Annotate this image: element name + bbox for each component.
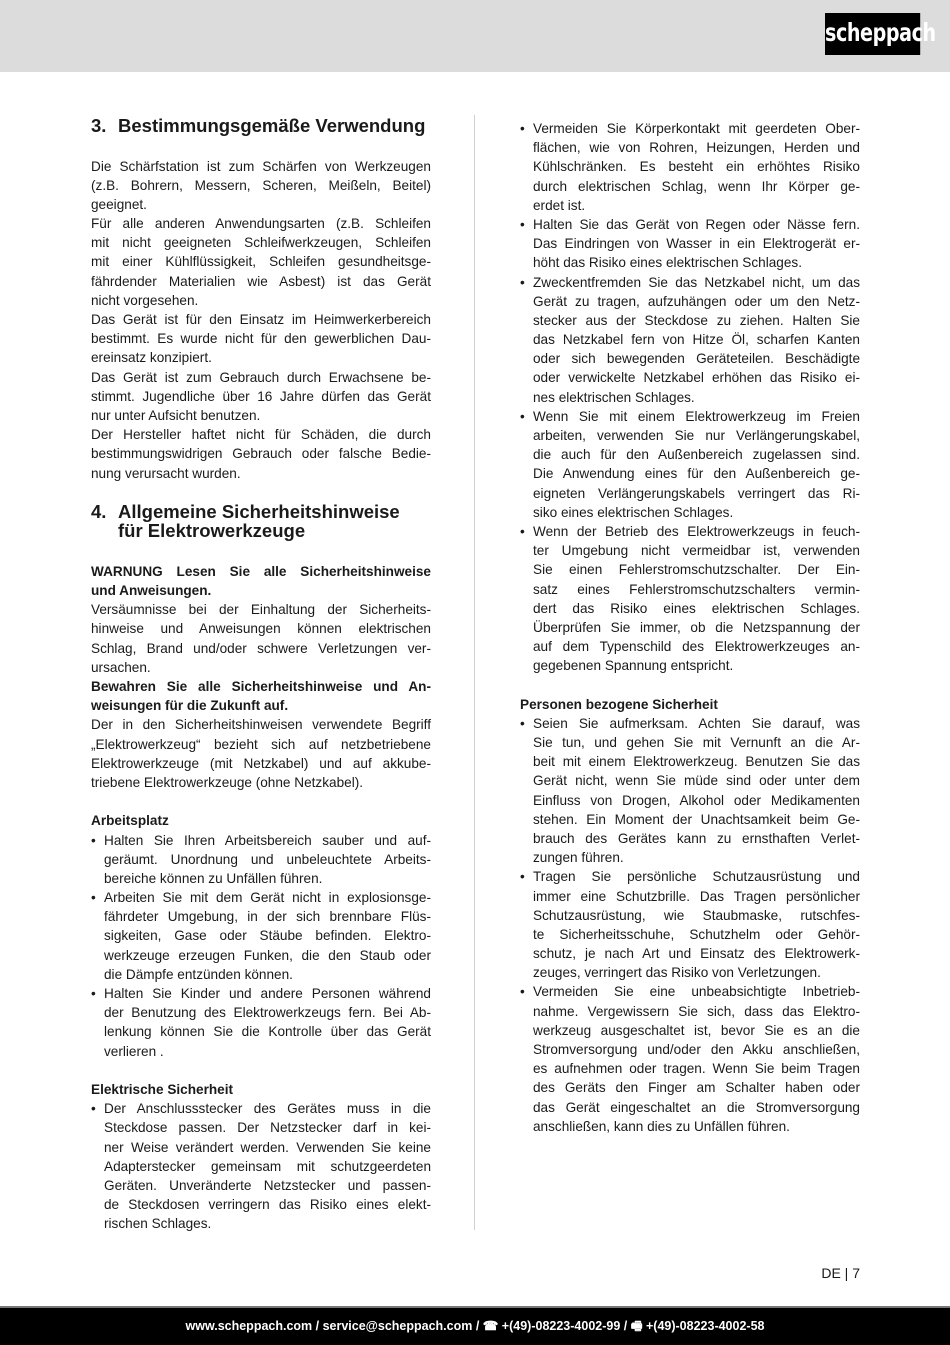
text-line: lenkung können Sie die Kontrolle über das Gerät	[104, 1024, 431, 1040]
text-line: des Geräts den Finger am Schalter haben oder	[533, 1080, 860, 1096]
bullet-icon: •	[91, 832, 96, 848]
text-line: Einfluss von Drogen, Alkohol oder Medikamenten	[533, 792, 860, 808]
text-line: bereiche können zu Unfällen führen.	[104, 870, 323, 886]
bullet-icon: •	[520, 408, 525, 424]
bullet-item	[91, 888, 431, 984]
text-line: immer eine Schutzbrille. Das Tragen persönlicher	[533, 888, 860, 904]
text-line: Die Anwendung eines für den Außenbereich ge-	[533, 466, 860, 482]
bullet-icon: •	[520, 523, 525, 539]
bullet-item	[520, 215, 860, 273]
text-line: Personen bezogene Sicherheit	[520, 696, 718, 712]
text-line: geeignet.	[91, 196, 147, 212]
text-line: auf dem Typenschild des Elektrowerkzeuges an-	[533, 639, 860, 655]
text-line: Vermeiden Sie eine unbeabsichtigte Inbetrieb-	[533, 984, 860, 1000]
text-line: Halten Sie Kinder und andere Personen während	[104, 986, 431, 1001]
text-line: bestimmungswidrigen Gebrauch oder falsche Bedie-	[91, 446, 431, 462]
text-line: schutz, je nach Art und Einsatz des Elektrowerk-	[533, 946, 860, 962]
bold-paragraph	[91, 811, 431, 830]
heading-line: für Elektrowerkzeuge	[118, 520, 306, 542]
text-line: fährdender Materialien wie Asbest) ist das Gerät	[91, 273, 431, 289]
text-line: flächen, wie von Rohren, Heizungen, Herden und	[533, 140, 860, 156]
text-line: brauch des Gerätes kann zu ernsthaften Verlet-	[533, 830, 860, 846]
text-line: Tragen Sie persönliche Schutzausrüstung und	[533, 869, 860, 885]
spacer	[91, 483, 431, 502]
text-line: arbeiten, verwenden Sie nur Verlängerungskabel,	[533, 428, 860, 443]
text-line: ner Weise verändert werden. Verwenden Sie keine	[104, 1139, 431, 1155]
left-column	[91, 116, 431, 1233]
paragraph	[91, 425, 431, 483]
text-line: mit einer Kühlflüssigkeit, Schleifen gesundheitsge-	[91, 254, 431, 270]
text-line: durch elektrischen Schlag, wenn Ihr Körper ge-	[533, 178, 860, 194]
text-line: Elektrowerkzeuge (mit Netzkabel) und auf akkube-	[91, 755, 431, 771]
text-line: anschließen, kann dies zu Unfällen führen.	[533, 1118, 790, 1134]
footer-contact: www.scheppach.com / service@scheppach.com / ☎ +(49)-08223-4002-99 / 🖷 +(49)-08223-4002-58	[0, 1306, 950, 1345]
text-line: die auch für den Außenbereich zugelassen sind.	[533, 447, 860, 463]
text-line: nur unter Aufsicht benutzen.	[91, 407, 261, 423]
paragraph	[91, 310, 431, 368]
text-line: Das Gerät ist zum Gebrauch durch Erwachsene be-	[91, 369, 431, 385]
text-line: rischen Schlages.	[104, 1216, 212, 1232]
text-line: erdet ist.	[533, 197, 586, 213]
text-line: de Steckdosen verringern das Risiko eines elekt-	[104, 1197, 431, 1213]
text-line: beit mit einem Elektrowerkzeug. Benutzen Sie das	[533, 754, 860, 770]
text-line: sigkeiten, Gase oder Stäube befinden. Elektro-	[104, 928, 431, 944]
text-line: Zweckentfremden Sie das Netzkabel nicht, um das	[533, 274, 860, 290]
section-number: 3.	[91, 115, 107, 136]
text-line: ter Umgebung nicht vermeidbar ist, verwenden	[533, 543, 860, 559]
text-line: siko eines elektrischen Schlages.	[533, 504, 734, 520]
text-line: stecker aus der Steckdose zu ziehen. Halten Sie	[533, 312, 860, 328]
text-line: Schlag, Brand und/oder schwere Verletzungen ver-	[91, 640, 431, 656]
text-line: WARNUNG Lesen Sie alle Sicherheitshinweise	[91, 563, 431, 579]
bullet-item	[91, 984, 431, 1061]
bullet-icon: •	[520, 121, 525, 136]
text-line: hinweise und Anweisungen können elektrischen	[91, 621, 431, 637]
text-line: geräumt. Unordnung und unbeleuchtete Arbeits-	[104, 851, 431, 867]
text-line: eigneten Verlängerungskabels verringert das Ri-	[533, 485, 860, 501]
header-bar	[0, 0, 950, 72]
text-line: Halten Sie Ihren Arbeitsbereich sauber und auf-	[104, 832, 431, 848]
text-line: stimmt. Jugendliche über 16 Jahre dürfen das Gerät	[91, 388, 431, 404]
bullet-item	[520, 982, 860, 1136]
text-line: weisungen für die Zukunft auf.	[91, 698, 289, 714]
text-line: (z.B. Bohrern, Messern, Scheren, Meißeln, Beitel)	[91, 177, 431, 193]
text-line: verlieren .	[104, 1043, 164, 1059]
bullet-icon: •	[91, 1101, 96, 1117]
text-line: ereinsatz konzipiert.	[91, 350, 212, 366]
text-line: Sie tun, und gehen Sie mit Vernunft an die Ar-	[533, 735, 860, 750]
text-line: Der in den Sicherheitshinweisen verwendete Begriff	[91, 717, 431, 733]
bold-paragraph	[520, 695, 860, 714]
text-line: Elektrische Sicherheit	[91, 1081, 234, 1097]
bold-paragraph	[91, 562, 431, 600]
text-line: Der Hersteller haftet nicht für Schäden, die durch	[91, 427, 431, 443]
text-line: Das Gerät ist für den Einsatz im Heimwerkerbereich	[91, 312, 431, 327]
text-line: das Gerät eingeschaltet an die Stromversorgung	[533, 1099, 860, 1115]
text-line: nahme. Vergewissern Sie sich, dass das Elektro-	[533, 1003, 860, 1019]
spacer	[520, 675, 860, 694]
heading-line: Bestimmungsgemäße Verwendung	[118, 115, 426, 136]
text-line: zungen führen.	[533, 850, 624, 866]
text-line: höht das Risiko eines elektrischen Schlages.	[533, 255, 803, 271]
text-line: Das Eindringen von Wasser in ein Elektrogerät er-	[533, 236, 860, 252]
bullet-item	[520, 522, 860, 676]
text-line: es aufnehmen oder tragen. Wenn Sie beim Tragen	[533, 1061, 860, 1077]
bullet-item	[520, 273, 860, 407]
paragraph	[91, 368, 431, 426]
text-line: Bewahren Sie alle Sicherheitshinweise und An-	[91, 679, 431, 694]
text-line: Die Schärfstation ist zum Schärfen von Werkzeugen	[91, 158, 431, 174]
paragraph	[91, 715, 431, 792]
spacer	[91, 792, 431, 811]
bullet-icon: •	[520, 869, 525, 885]
text-line: bestimmt. Es wurde nicht für den gewerblichen Dau-	[91, 331, 431, 347]
text-line: Kühlschränken. Es besteht ein erhöhtes Risiko	[533, 159, 860, 175]
page-number: DE | 7	[821, 1265, 860, 1281]
text-line: Arbeitsplatz	[91, 813, 169, 829]
text-line: nes elektrischen Schlages.	[533, 389, 695, 405]
text-line: zeuges, verringert das Risiko von Verletzungen.	[533, 965, 821, 981]
column-divider	[474, 115, 475, 1230]
text-line: Vermeiden Sie Körperkontakt mit geerdeten Ober-	[533, 121, 860, 136]
paragraph	[91, 157, 431, 215]
bullet-icon: •	[520, 984, 525, 1000]
text-line: Adapterstecker gemeinsam mit schutzgeerdeten	[104, 1158, 431, 1174]
text-line: oder verwickelte Netzkabel erhöhen das Risiko ei-	[533, 370, 860, 386]
text-line: Steckdose passen. Der Netzstecker darf in kei-	[104, 1120, 431, 1136]
text-line: Stromversorgung und/oder den Akku anschließen,	[533, 1042, 860, 1057]
section-number: 4.	[91, 500, 107, 522]
bullet-item	[520, 119, 860, 215]
bullet-icon: •	[520, 216, 525, 232]
spacer	[91, 1061, 431, 1080]
text-line: Wenn der Betrieb des Elektrowerkzeugs in feuch-	[533, 523, 860, 539]
scheppach-logo: scheppach	[825, 13, 920, 55]
text-line: dert das Risiko eines elektrischen Schlages.	[533, 600, 860, 616]
text-line: Versäumnisse bei der Einhaltung der Sicherheits-	[91, 602, 431, 618]
bullet-item	[520, 407, 860, 522]
text-line: Überprüfen Sie immer, ob die Netzspannung der	[533, 619, 860, 635]
bullet-icon: •	[91, 890, 96, 906]
bullet-item	[91, 1099, 431, 1233]
bullet-item	[520, 714, 860, 868]
text-line: Gerät zu tragen, aufzuhängen oder um den Netz-	[533, 293, 860, 309]
text-line: fährdeter Umgebung, in der sich brennbare Flüs-	[104, 909, 431, 925]
text-line: te Sicherheitsschuhe, Schutzhelm oder Gehör-	[533, 926, 860, 942]
bullet-item	[91, 831, 431, 889]
text-line: nung verursacht wurden.	[91, 465, 241, 481]
right-column	[520, 119, 860, 1136]
bullet-icon: •	[520, 715, 525, 731]
bold-paragraph	[91, 1080, 431, 1099]
text-line: Schutzausrüstung, wie Staubmaske, rutschfes-	[533, 907, 860, 923]
bullet-icon: •	[91, 986, 96, 1001]
section-heading	[91, 502, 431, 541]
heading-line: Allgemeine Sicherheitshinweise	[118, 500, 400, 522]
text-line: mit nicht geeigneten Schleifwerkzeugen, Schleifen	[91, 235, 431, 251]
text-line: gegebenen Spannung entspricht.	[533, 658, 734, 674]
bullet-item	[520, 867, 860, 982]
text-line: Sie einen Fehlerstromschutzschalter. Der Ein-	[533, 562, 860, 578]
text-line: Seien Sie aufmerksam. Achten Sie darauf, was	[533, 715, 860, 731]
text-line: Wenn Sie mit einem Elektrowerkzeug im Freien	[533, 408, 860, 424]
paragraph	[91, 600, 431, 677]
text-line: der Benutzung des Elektrowerkzeugs fern. Bei Ab-	[104, 1005, 431, 1021]
text-line: „Elektrowerkzeug“ bezieht sich auf netzbetriebene	[91, 736, 431, 752]
text-line: Für alle anderen Anwendungsarten (z.B. Schleifen	[91, 216, 431, 232]
text-line: triebene Elektrowerkzeuge (ohne Netzkabel).	[91, 774, 364, 790]
text-line: stehen. Ein Moment der Unachtsamkeit beim Ge-	[533, 811, 860, 827]
text-line: ursachen.	[91, 659, 151, 675]
text-line: oder sich bewegenden Geräteteilen. Beschädigte	[533, 351, 860, 367]
text-line: und Anweisungen.	[91, 583, 212, 599]
text-line: das Netzkabel fern von Hitze Öl, scharfen Kanten	[533, 332, 860, 348]
text-line: werkzeuge erzeugen Funken, die den Staub oder	[104, 947, 431, 963]
paragraph	[91, 214, 431, 310]
text-line: Halten Sie das Gerät von Regen oder Nässe fern.	[533, 216, 860, 232]
text-line: Gerät nicht, wenn Sie müde sind oder unter dem	[533, 773, 860, 789]
text-line: Der Anschlussstecker des Gerätes muss in die	[104, 1101, 431, 1117]
bold-paragraph	[91, 677, 431, 715]
text-line: satz eines Fehlerstromschutzschalters vermin-	[533, 581, 860, 597]
bullet-icon: •	[520, 274, 525, 290]
text-line: werkzeug ausgeschaltet ist, bevor Sie es an die	[533, 1022, 860, 1038]
text-line: die Dämpfe entzünden können.	[104, 966, 293, 982]
text-line: Arbeiten Sie mit dem Gerät nicht in explosionsge-	[104, 890, 431, 906]
text-line: nicht vorgesehen.	[91, 292, 199, 308]
text-line: Geräten. Unveränderte Netzstecker und passen-	[104, 1177, 431, 1193]
section-heading	[91, 116, 431, 136]
